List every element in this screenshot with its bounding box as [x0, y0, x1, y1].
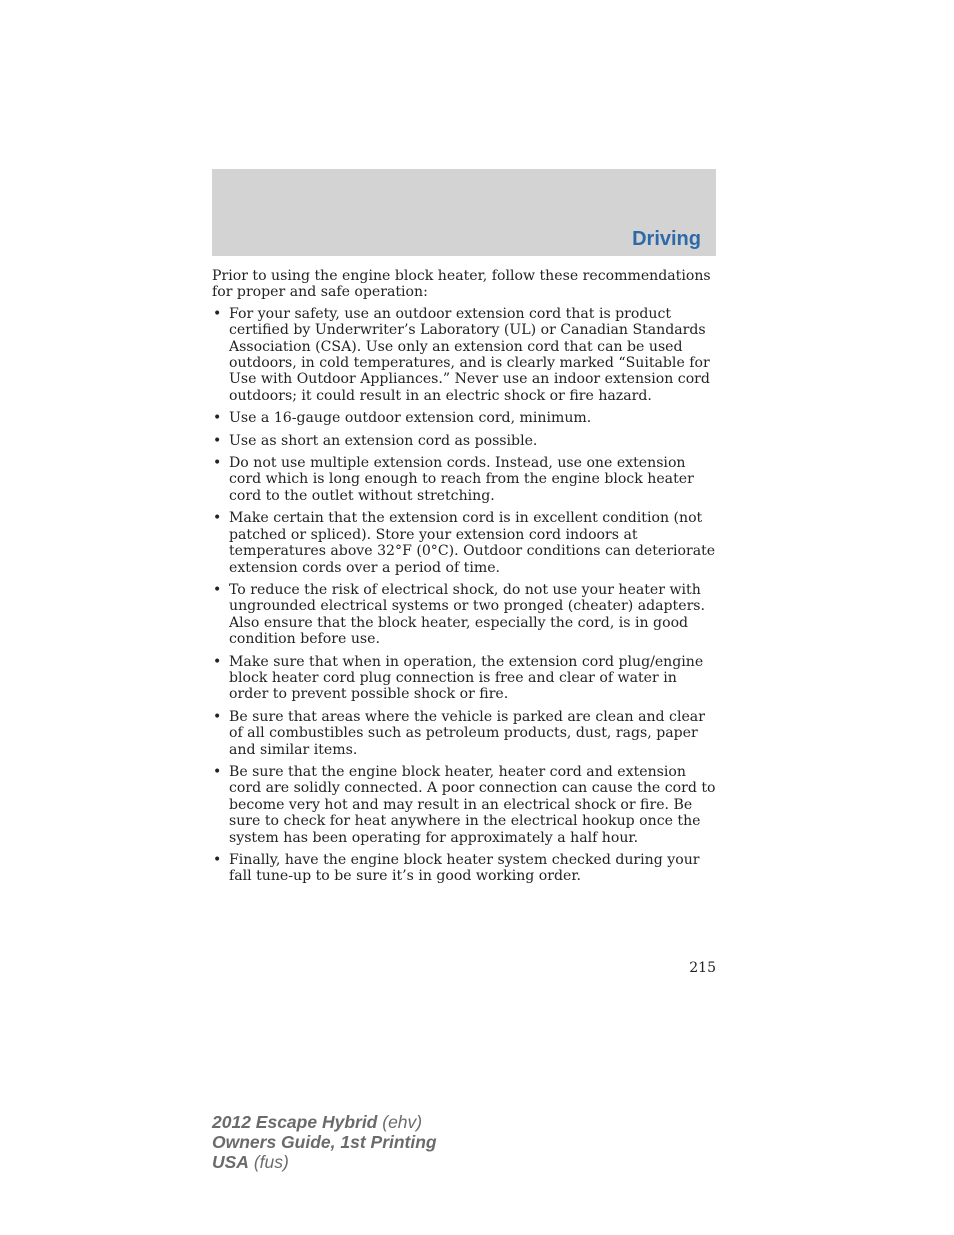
list-item-text: To reduce the risk of electrical shock, do not use your heater with ungrounded electrical systems or two pronged (cheater) adapters. Also ensure that the block heater, especially the cord, is in good condition before use.: [229, 581, 706, 648]
section-title: Driving: [632, 228, 701, 250]
list-item: [212, 764, 718, 846]
list-item: [212, 306, 718, 404]
section-header-band: [212, 169, 716, 256]
footer-model-line: [212, 1112, 437, 1132]
bullet-icon: •: [213, 708, 222, 725]
footer-model-code: (ehv): [377, 1112, 423, 1132]
list-item-text: Finally, have the engine block heater system checked during your fall tune-up to be sure it’s in good working order.: [229, 852, 700, 885]
footer-market-code: (fus): [248, 1152, 289, 1172]
bullet-icon: •: [213, 432, 222, 449]
footer-guide-line: [212, 1132, 437, 1152]
list-item: [212, 510, 718, 576]
list-item-text: For your safety, use an outdoor extension cord that is product certified by Underwriter’s Laboratory (UL) or Canadian Standards Association (CSA). Use only an extension cord that can be used outdoors, in cold temperatures, and is clearly marked “Suitable for Use with Outdoor Appliances.” Never use an indoor extension cord outdoors; it could result in an electric shock or fire hazard.: [229, 305, 710, 404]
footer-model-name: 2012 Escape Hybrid: [212, 1112, 378, 1132]
list-item-text: Use a 16-gauge outdoor extension cord, minimum.: [229, 410, 592, 427]
list-item-text: Make sure that when in operation, the extension cord plug/engine block heater cord plug connection is free and clear of water in order to prevent possible shock or fire.: [229, 653, 704, 703]
bullet-icon: •: [213, 852, 222, 868]
list-item: [212, 455, 718, 504]
bullet-icon: •: [213, 510, 222, 527]
list-item: [212, 654, 718, 703]
intro-paragraph: Prior to using the engine block heater, follow these recommendations for proper and safe operation:: [212, 268, 711, 301]
list-item: [212, 410, 718, 426]
bullet-icon: •: [213, 763, 222, 780]
bullet-icon: •: [213, 305, 222, 322]
bullet-icon: •: [213, 653, 222, 670]
list-item: [212, 709, 718, 758]
list-item: [212, 852, 718, 885]
bullet-icon: •: [213, 410, 222, 427]
footer-market-name: USA: [212, 1152, 249, 1172]
list-item: [212, 582, 718, 648]
list-item-text: Make certain that the extension cord is in excellent condition (not patched or spliced). Store your extension cord indoors at temperatures above 32°F (0°C). Outdoor conditions can deteriorate extension cords over a period of time.: [229, 510, 716, 576]
footer-guide-title: Owners Guide, 1st Printing: [212, 1132, 437, 1152]
page-number: 215: [689, 960, 716, 976]
recommendation-list: [212, 306, 718, 885]
bullet-icon: •: [213, 455, 222, 472]
page-body: [212, 268, 718, 891]
list-item-text: Be sure that areas where the vehicle is parked are clean and clear of all combustibles such as petroleum products, dust, rags, paper and similar items.: [229, 708, 705, 758]
bullet-icon: •: [213, 581, 222, 598]
list-item-text: Do not use multiple extension cords. Instead, use one extension cord which is long enough to reach from the engine block heater cord to the outlet without stretching.: [229, 455, 694, 504]
list-item-text: Be sure that the engine block heater, heater cord and extension cord are solidly connected. A poor connection can cause the cord to become very hot and may result in an electrical shock or fire. Be sure to check for heat anywhere in the electrical hookup once the system has been operating for approximately a half hour.: [229, 763, 716, 846]
document-footer: [212, 1112, 437, 1172]
footer-market-line: [212, 1152, 437, 1172]
list-item: [212, 433, 718, 449]
list-item-text: Use as short an extension cord as possible.: [229, 432, 538, 449]
